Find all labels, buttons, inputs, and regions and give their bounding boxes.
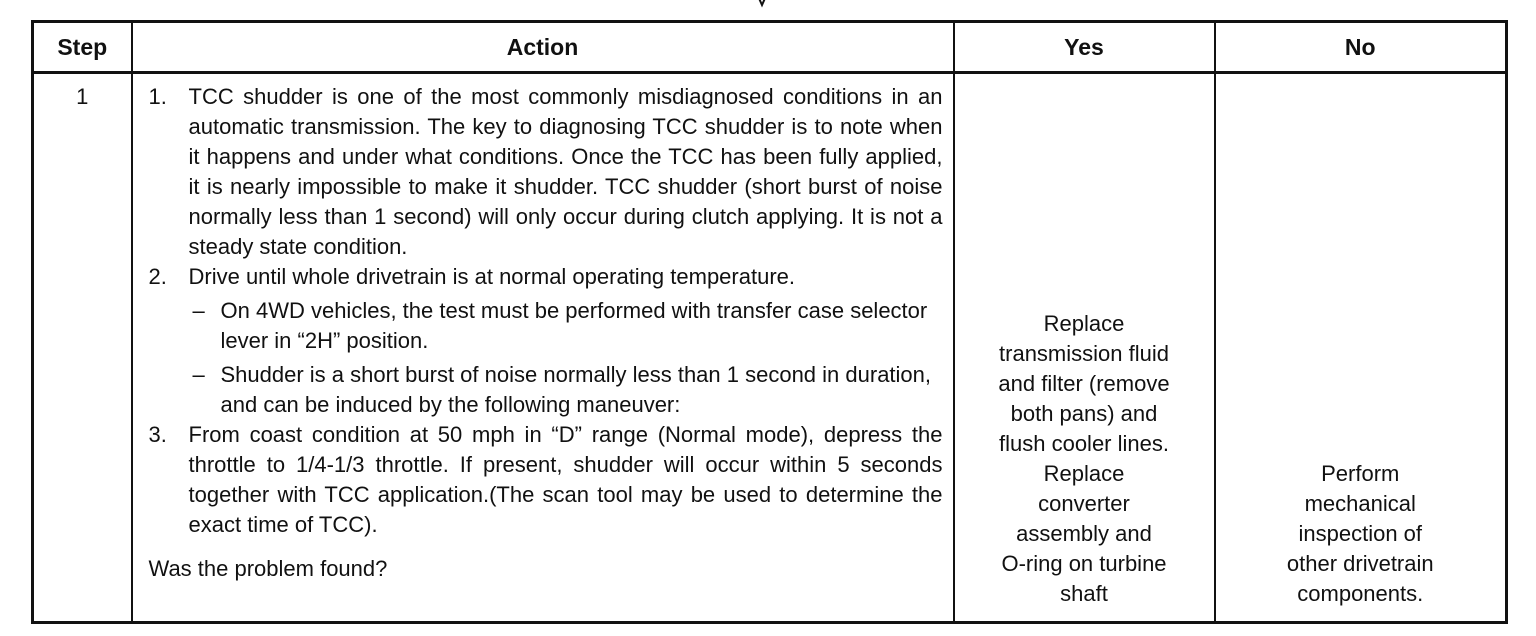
action-item-text: Drive until whole drivetrain is at normal operating temperature. xyxy=(188,264,796,289)
table-row xyxy=(33,73,1507,623)
action-item-number: 1. xyxy=(148,84,167,109)
action-item-text: From coast condition at 50 mph in “D” range (Normal mode), depress the throttle to 1/4-1/3 throttle. If present, shudder will occur within 5 seconds together with TCC application.(The scan tool may be used to determine the exact time of TCC). xyxy=(188,422,943,537)
header-action: Action xyxy=(132,22,954,73)
dash-bullet: – xyxy=(192,298,205,323)
action-sub-item-text: On 4WD vehicles, the test must be performed with transfer case selector lever in “2H” position. xyxy=(220,298,928,353)
yes-result-text: Replace transmission fluid and filter (remove both pans) and flush cooler lines. Replace converter assembly and O-ring on turbine shaft xyxy=(998,311,1170,606)
action-sub-list xyxy=(189,296,943,420)
action-sub-item-text: Shudder is a short burst of noise normally less than 1 second in duration, and can be induced by the following maneuver: xyxy=(220,362,932,417)
step-number: 1 xyxy=(33,73,132,623)
dash-bullet: – xyxy=(192,362,205,387)
action-sub-item xyxy=(189,360,943,420)
action-item-3 xyxy=(149,420,943,540)
no-cell xyxy=(1215,73,1507,623)
action-item-1 xyxy=(149,82,943,262)
header-step: Step xyxy=(33,22,132,73)
action-list xyxy=(149,82,943,540)
action-item-2 xyxy=(149,262,943,420)
action-sub-item xyxy=(189,296,943,356)
action-item-text: TCC shudder is one of the most commonly misdiagnosed conditions in an automatic transmission. The key to diagnosing TCC shudder is to note when it happens and under what conditions. Once the TCC has been fully applied, it is nearly impossible to make it shudder. TCC shudder (short burst of noise normally less than 1 second) will only occur during clutch applying. It is not a steady state condition. xyxy=(188,84,943,259)
cropped-glyph xyxy=(757,0,769,8)
action-question: Was the problem found? xyxy=(148,556,388,581)
no-result-text: Perform mechanical inspection of other drivetrain components. xyxy=(1286,461,1434,606)
action-item-number: 3. xyxy=(148,422,167,447)
diagnostic-table xyxy=(31,20,1508,624)
table-header-row xyxy=(33,22,1507,73)
action-item-number: 2. xyxy=(148,264,167,289)
yes-cell xyxy=(954,73,1215,623)
header-yes: Yes xyxy=(954,22,1215,73)
action-cell xyxy=(132,73,954,623)
header-no: No xyxy=(1215,22,1507,73)
cropped-title-fragment xyxy=(0,0,1536,10)
